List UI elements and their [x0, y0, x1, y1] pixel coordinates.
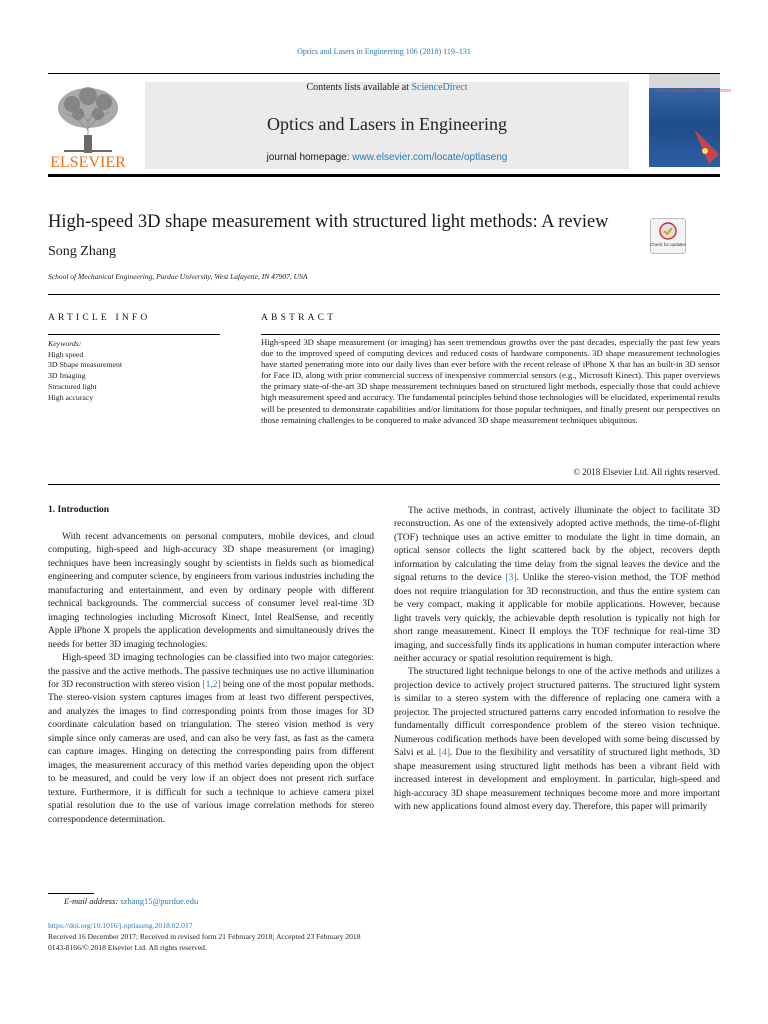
citation-link[interactable]: [4]: [438, 748, 450, 759]
body-paragraph: High-speed 3D imaging technologies can be classified into two major categories: the passive and the active methods. The passive techniques use no active illumination for 3D reconstruction with stereo vision [1,2] being one of the most popular methods. The stereo-vision system captures images from at least two different perspectives, and analyzes the images to find corresponding points from those images for 3D coordinate calculation based on triangulation. The stereo vision method is very simple since only cameras are used, and can also be very fast, as fast as the camera can capture images. Hinging on detecting the corresponding pairs from different images, the measurement accuracy of this method varies depending upon the object to be measured, and could be very low if an object does not present rich surface texture. Furthermore, it is difficult for such a technique to achieve camera pixel spatial resolution due to the use of various image correlation methods for stereo correspondence determination.: [48, 653, 375, 825]
title-divider: [48, 294, 720, 295]
author-affiliation: School of Mechanical Engineering, Purdue University, West Lafayette, IN 47907, USA: [48, 272, 308, 281]
citation-link[interactable]: [3]: [505, 573, 517, 584]
homepage-link[interactable]: www.elsevier.com/locate/optlaseng: [352, 152, 508, 163]
footnote-rule: [48, 893, 94, 894]
sciencedirect-link[interactable]: ScienceDirect: [411, 82, 468, 93]
body-paragraph: The active methods, in contrast, actively illuminate the object to facilitate 3D reconstruction. As one of the extensively adopted active methods, the time-of-flight (TOF) technique uses an active emitter to modulate the light in time domain, an optical sensor collects the light scattered back by the object, recovers depth information by calculating the time delay from the signal leaves the device and the signal returns to the device [3]. Unlike the stereo-vision method, the TOF method does not require triangulation for 3D reconstruction, and thus the entire system can be very compact, making it applicable for mobile applications. However, because light travels very quickly, the achievable depth resolution is typically not high for short range measurement. Kinect II employs the TOF technique for real-time 3D imaging, and successfully finds its applications in human computer interaction where neither accuracy or spatial resolution requirement is high.: [394, 506, 720, 664]
journal-cover-image: [649, 74, 732, 167]
masthead-top-rule: [48, 73, 720, 74]
keyword: 3D Imaging: [48, 371, 86, 381]
masthead-bottom-rule: [48, 174, 720, 177]
publication-info: [48, 920, 361, 953]
contents-line: [145, 82, 629, 93]
keyword: High speed: [48, 349, 84, 359]
check-for-updates-icon[interactable]: [650, 218, 686, 254]
abstract-text: High-speed 3D shape measurement (or imaging) has seen tremendous growths over the past decades, especially the past few years due to the improved speed of computing devices and reduced costs of hardware components. 3D shape measurement technologies have started penetrating more into our daily lives than ever before with the recent release of iPhone X that has an built-in 3D sensor for Face ID, along with prior commercial success of inexpensive commercial sensors (e.g., Microsoft Kinect). This paper overviews the primary state-of-the-art 3D shape measurement techniques based on structured light methods, especially those that could achieve high measurement speed and accuracy. The fundamental principles behind those technologies will be elucidated, experimental results will be presented to demonstrate capabilities and/or limitations for those popular techniques, and finally present our perspectives on those remaining challenges to be conquered to make advanced 3D shape measurement techniques ubiquitous.: [261, 337, 720, 425]
paper-title: High-speed 3D shape measurement with structured light methods: A review: [48, 212, 609, 232]
abstract-heading: ABSTRACT: [261, 313, 337, 323]
journal-citation[interactable]: Optics and Lasers in Engineering 106 (2018) 119–131: [297, 47, 471, 56]
abstract-rule: [261, 334, 720, 335]
citation-link[interactable]: [1,2]: [202, 679, 221, 690]
journal-title: Optics and Lasers in Engineering: [267, 114, 507, 134]
body-paragraph: With recent advancements on personal computers, mobile devices, and cloud computing, high-speed and high-accuracy 3D shape measurement (or imaging) techniques have been increasingly sought by scientists in fields such as biomedical engineering and computer science, by engineers from various industries including the manufacturing and entertainment, and even by ordinary people with different technical backgrounds. The commercial success of consumer level real-time 3D imaging technologies including Microsoft Kinect, Intel RealSense, and recently Apple iPhone X propels the application developments and simultaneously drives the needs for better 3D imaging technologies.: [48, 532, 374, 650]
section-heading-introduction: 1. Introduction: [48, 505, 110, 515]
keywords-label: Keywords:: [48, 339, 82, 348]
author-email-line: [64, 896, 198, 906]
elsevier-tree-logo: [48, 80, 128, 170]
body-column-left: [48, 531, 374, 827]
body-paragraph: The structured light technique belongs to one of the active methods and utilizes a projection device to actively project structured patterns. The structured light system is similar to a stereo system with the difference of replacing one camera with a projector. The projected structured patterns carry encoded information to resolve the fundamentally difficult correspondence problem of the stereo vision technique. Numerous codification methods have been developed with some being discussed by Salvi et al. [4]. Due to the flexibility and versatility of structured light methods, 3D shape measurement using structured light methods has been a vibrant field with increased interest in development and employment. In particular, high-speed and high-accuracy 3D shape measurement techniques become more and more important with new applications found almost every day. Therefore, this paper will primarily: [394, 667, 720, 812]
email-link[interactable]: szhang15@purdue.edu: [120, 896, 199, 906]
check-badge-text: Check for updates: [650, 242, 686, 247]
email-label: E-mail address:: [64, 896, 119, 906]
cover-title: OPTICS and LASERS in ENGINEERING: [655, 88, 732, 93]
article-info-rule: [48, 334, 220, 335]
homepage-prefix: journal homepage:: [266, 152, 353, 163]
abstract-copyright: © 2018 Elsevier Ltd. All rights reserved.: [573, 467, 720, 477]
doi-link[interactable]: https://doi.org/10.1016/j.optlaseng.2018.02.017: [48, 921, 193, 930]
article-info-heading: ARTICLE INFO: [48, 313, 151, 323]
contents-prefix: Contents lists available at: [306, 82, 412, 93]
received-dates: Received 16 December 2017; Received in revised form 21 February 2018; Accepted 23 February 2018: [48, 932, 361, 941]
elsevier-wordmark: ELSEVIER: [50, 154, 126, 171]
keyword: Structured light: [48, 381, 97, 391]
body-column-right: [394, 505, 720, 814]
issn-copyright: 0143-8166/© 2018 Elsevier Ltd. All rights reserved.: [48, 943, 207, 952]
keyword: High accuracy: [48, 392, 94, 402]
abstract-divider: [48, 484, 720, 485]
journal-homepage-line: [145, 152, 629, 163]
author-name: Song Zhang: [48, 244, 117, 259]
keywords-block: [48, 339, 122, 403]
keyword: 3D Shape measurement: [48, 360, 123, 370]
